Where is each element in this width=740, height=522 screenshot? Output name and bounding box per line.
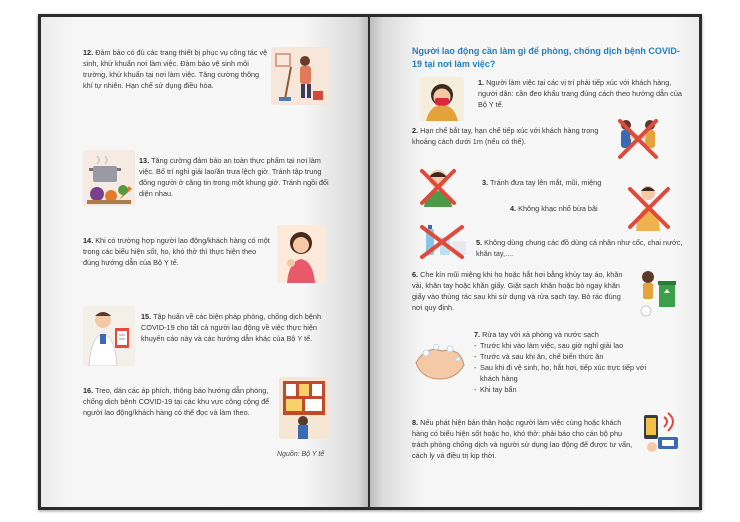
item-14 [83,235,273,268]
woman-coughing-icon [277,225,325,283]
person-wearing-mask-icon [420,77,464,121]
crossed-spitting-icon [624,181,674,231]
item-7-bullet: - Khi tay bẩn [474,384,688,395]
item-15 [141,311,333,344]
item-16-number: 16. [83,386,94,395]
spitting-illustration [624,181,674,231]
item-4 [510,203,620,214]
item-6 [412,269,632,313]
poster-illustration [279,377,329,439]
item-7-text: Rửa tay với xà phòng và nước sạch [482,330,599,339]
cooking-pot-icon [83,150,135,206]
item-1 [478,77,686,110]
food-illustration [83,150,135,206]
item-2 [412,125,612,147]
item-5-text: Không dùng chung các đồ dùng cá nhân như cốc, chai nước, khăn tay,.... [476,238,683,258]
cleaning-illustration [271,47,329,105]
item-8-number: 8. [412,418,419,427]
book-spread [38,14,702,510]
item-1-text: Người làm việc tại các vị trí phải tiếp xúc với khách hàng, người dân: cần đeo khẩu trang đúng cách theo hướng dẫn của Bộ Y tế. [478,78,682,109]
item-8 [412,417,634,461]
trash-bin-icon [634,263,682,317]
item-13-number: 13. [139,156,150,165]
item-7-bullet: - Trước và sau khi ăn, chế biến thức ăn [474,351,688,362]
handwash-illustration [412,333,468,381]
item-16-text: Treo, dán các áp phích, thông báo hướng dẫn phòng, chống dịch bệnh COVID-19 tại các khu vực công cộng để người lao động/khách hàng có thể đọc và làm theo. [83,386,270,417]
item-5-number: 5. [476,238,483,247]
sharing-illustration [418,223,470,259]
mask-illustration [420,77,464,121]
item-1-number: 1. [478,78,485,87]
phone-alert-icon [638,409,682,455]
crossed-handshake-icon [614,115,662,161]
item-2-number: 2. [412,126,419,135]
item-16 [83,385,277,418]
item-3-text: Tránh đưa tay lên mắt, mũi, miệng [490,178,602,187]
item-4-number: 4. [510,204,517,213]
section-title: Người lao động cần làm gì để phòng, chống dịch bệnh COVID-19 tại nơi làm việc? [412,46,680,69]
doctor-clipboard-icon [83,306,135,366]
item-7-bullet: - Sau khi đi vệ sinh, ho, hắt hơi, tiếp xúc trực tiếp với [474,362,688,373]
crossed-face-touch-icon [418,165,458,207]
item-15-text: Tập huấn về các biện pháp phòng, chống dịch bệnh COVID-19 cho tất cả người lao động về việc thực hiện khuyến cáo này và các hướng dẫn khác của Bộ Y tế. [141,312,322,343]
doctor-illustration [83,306,135,366]
item-7-bullet-continuation: khách hàng [480,374,518,383]
hand-washing-icon [412,333,468,381]
item-14-text: Khi có trường hợp người lao động/khách hàng có một trong các biểu hiện sốt, ho, khó thở thì thực hiện theo đúng hướng dẫn của Bộ Y tế. [83,236,270,267]
face-touch-illustration [418,165,458,207]
item-5 [476,237,690,259]
item-15-number: 15. [141,312,152,321]
item-12 [83,47,269,91]
item-13-text: Tăng cường đảm bảo an toàn thực phẩm tại nơi làm việc. Bố trí nghỉ giải lao/ăn trưa lệch giờ. Tránh tập trung đông người ở căng tin trong một khung giờ. Tránh ngồi đối diện nhau. [139,156,329,198]
item-7 [474,329,688,395]
item-7-bullets [474,340,688,395]
item-13 [139,155,331,199]
item-14-number: 14. [83,236,94,245]
source-note: Nguồn: Bộ Y tế [277,451,325,458]
person-mopping-icon [271,47,329,105]
item-12-number: 12. [83,48,94,57]
phone-alert-illustration [638,409,682,455]
item-7-bullet: - Trước khi vào làm việc, sau giờ nghỉ giải lao [474,340,688,351]
item-12-text: Đảm bảo có đủ các trang thiết bị phục vụ công tác vệ sinh, khử khuẩn nơi làm việc. Đảm bảo vệ sinh môi trường, khử khuẩn tại nơi làm việc. Tăng cường thông khí tự nhiên. Hạn chế sử dụng điều hòa. [83,48,268,90]
item-2-text: Hạn chế bắt tay, hạn chế tiếp xúc với khách hàng trong khoảng cách dưới 1m (nếu có thể). [412,126,599,146]
trash-illustration [634,263,682,317]
sick-illustration [277,225,325,283]
item-6-number: 6. [412,270,419,279]
item-3-number: 3. [482,178,489,187]
crossed-shared-bottle-icon [418,223,470,259]
left-page [41,17,368,507]
item-4-text: Không khạc nhổ bừa bãi [518,204,598,213]
notice-board-icon [279,377,329,439]
right-page [370,17,699,507]
handshake-illustration [614,115,662,161]
item-8-text: Nếu phát hiện bản thân hoặc người làm việc cùng hoặc khách hàng có biểu hiện sốt hoặc ho, khó thở: phải báo cho cán bộ phụ trách phòng chống dịch và người sử dụng lao động để được tư vấn, cách ly và điều trị kịp thời. [412,418,633,460]
item-7-number: 7. [474,330,481,339]
item-3 [482,177,632,188]
item-6-text: Che kín mũi miệng khi ho hoặc hắt hơi bằng khủy tay áo, khăn vải, khăn tay hoặc khăn giấy. Giặt sạch khăn hoặc bỏ ngay khăn giấy vào thùng rác sau khi sử dụng và rửa sạch tay. Bỏ rác đúng nơi quy định. [412,270,623,312]
